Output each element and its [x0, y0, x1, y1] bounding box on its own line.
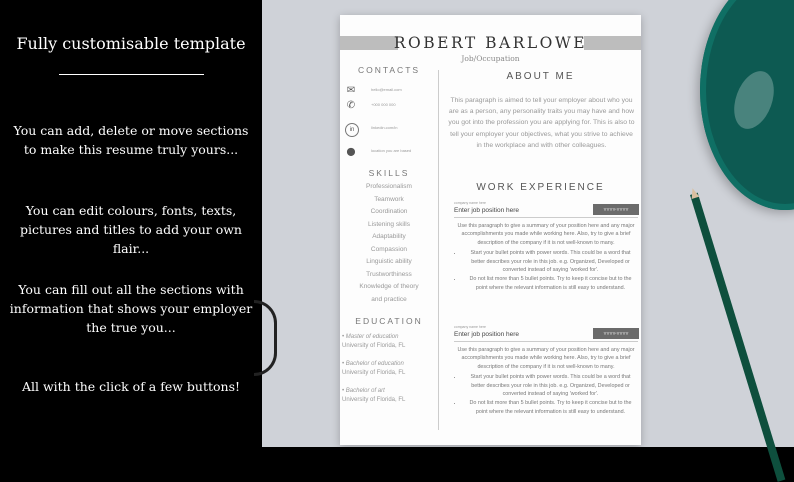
promo-blurb-edit: You can edit colours, fonts, texts, pictures and titles to add your own flair... — [20, 203, 242, 256]
skill-item: Listening skills — [368, 220, 410, 228]
education-heading: EDUCATION — [355, 316, 423, 326]
column-divider — [438, 70, 439, 430]
work-heading: WORK EXPERIENCE — [476, 182, 605, 193]
job-position: Enter job position here — [454, 331, 520, 338]
glasses-decoration — [254, 300, 277, 376]
job-bullet: • Start your bullet points with power words. This could be a word that better describes your role in this job. e.g. Organized, Developed or converted instead of saying 'worked for'. — [463, 373, 638, 398]
job-bullets — [454, 373, 638, 416]
location-icon: ⬤ — [346, 147, 356, 156]
job-bullet: • Do not list more than 5 bullet points. Try to keep it concise but to the point where the relevant information is still easy to understand. — [463, 399, 638, 416]
resume-job-title: Job/Occupation — [461, 54, 520, 63]
contact-email-text: hello@email.com — [371, 87, 402, 92]
education-list — [342, 333, 437, 414]
job-bullet: • Do not list more than 5 bullet points. Try to keep it concise but to the point where the relevant information is still easy to understand. — [463, 275, 638, 292]
phone-icon: ✆ — [346, 100, 356, 111]
job-dates: YYYY-YYYY — [593, 204, 639, 215]
promo-blurb-click: All with the click of a few buttons! — [21, 379, 241, 394]
contact-linkedin — [345, 121, 437, 139]
job-position: Enter job position here — [454, 207, 520, 214]
job-rule — [454, 217, 638, 218]
skill-item: Coordination — [370, 208, 408, 215]
job-header — [454, 201, 641, 221]
job-bullet: • Start your bullet points with power words. This could be a word that better describes your role in this job. e.g. Organized, Developed or converted instead of saying 'worked for'. — [463, 249, 638, 274]
education-degree: • Master of education — [342, 334, 399, 340]
promo-panel — [0, 0, 262, 447]
skill-item: Knowledge of theory — [359, 283, 419, 290]
linkedin-icon: in — [345, 123, 359, 137]
job-bullets — [454, 249, 638, 292]
mail-icon: ✉ — [346, 85, 356, 96]
about-heading: ABOUT ME — [506, 71, 575, 82]
education-degree: • Bachelor of education — [342, 361, 404, 367]
education-school: University of Florida, FL — [342, 370, 406, 376]
contact-location-text: location you are based — [371, 148, 412, 153]
resume-name: ROBERT BARLOWE — [393, 34, 588, 52]
skill-item: Teamwork — [374, 195, 404, 203]
job-details — [454, 346, 638, 417]
resume-paper — [340, 15, 641, 445]
about-text: This paragraph is aimed to tell your employer about who you are as a person, any personality traits you may have and how you got into the profession you are applying for. This is also to tell your employer your objectives, what you strive to achieve in the workplace and with other colleagues. — [448, 97, 635, 149]
promo-blurb-sections: You can add, delete or move sections to make this resume truly yours... — [13, 123, 249, 157]
promo-title: Fully customisable template — [16, 34, 246, 53]
skill-item: Linguistic ability — [366, 258, 412, 265]
skills-list — [340, 181, 438, 306]
skill-item: Professionalism — [366, 183, 412, 190]
job-company: company name here — [454, 325, 486, 329]
job-summary: Use this paragraph to give a summary of your position here and any major accomplishments you made while working here. Also, try to give a brief description of the company if it is not well-known to many. — [457, 347, 635, 370]
education-school: University of Florida, FL — [342, 343, 406, 349]
skill-item: and practice — [371, 295, 407, 303]
job-dates: YYYY-YYYY — [593, 328, 639, 339]
title-underline — [59, 74, 204, 75]
job-rule — [454, 341, 638, 342]
job-header — [454, 325, 641, 345]
contacts-heading: CONTACTS — [357, 65, 421, 75]
job-summary: Use this paragraph to give a summary of your position here and any major accomplishments you made while working here. Also, try to give a brief description of the company if it is not well-known to many. — [457, 223, 635, 246]
contact-location — [345, 144, 437, 162]
skill-item: Adaptability — [372, 233, 406, 240]
contact-linkedin-text: linkedin.com/in — [371, 125, 398, 130]
skill-item: Trustworthiness — [366, 270, 412, 278]
education-degree: • Bachelor of art — [342, 388, 385, 394]
education-school: University of Florida, FL — [342, 397, 406, 403]
education-item — [342, 360, 437, 378]
contact-phone-text: +000 000 000 — [371, 102, 396, 107]
skill-item: Compassion — [370, 245, 408, 253]
contact-phone — [345, 98, 437, 116]
promo-blurb-fill: You can fill out all the sections with information that shows your employer the true you... — [9, 282, 253, 335]
education-item — [342, 387, 437, 405]
skills-heading: SKILLS — [368, 168, 410, 178]
job-details — [454, 222, 638, 293]
education-item — [342, 333, 437, 351]
job-company: company name here — [454, 201, 486, 205]
